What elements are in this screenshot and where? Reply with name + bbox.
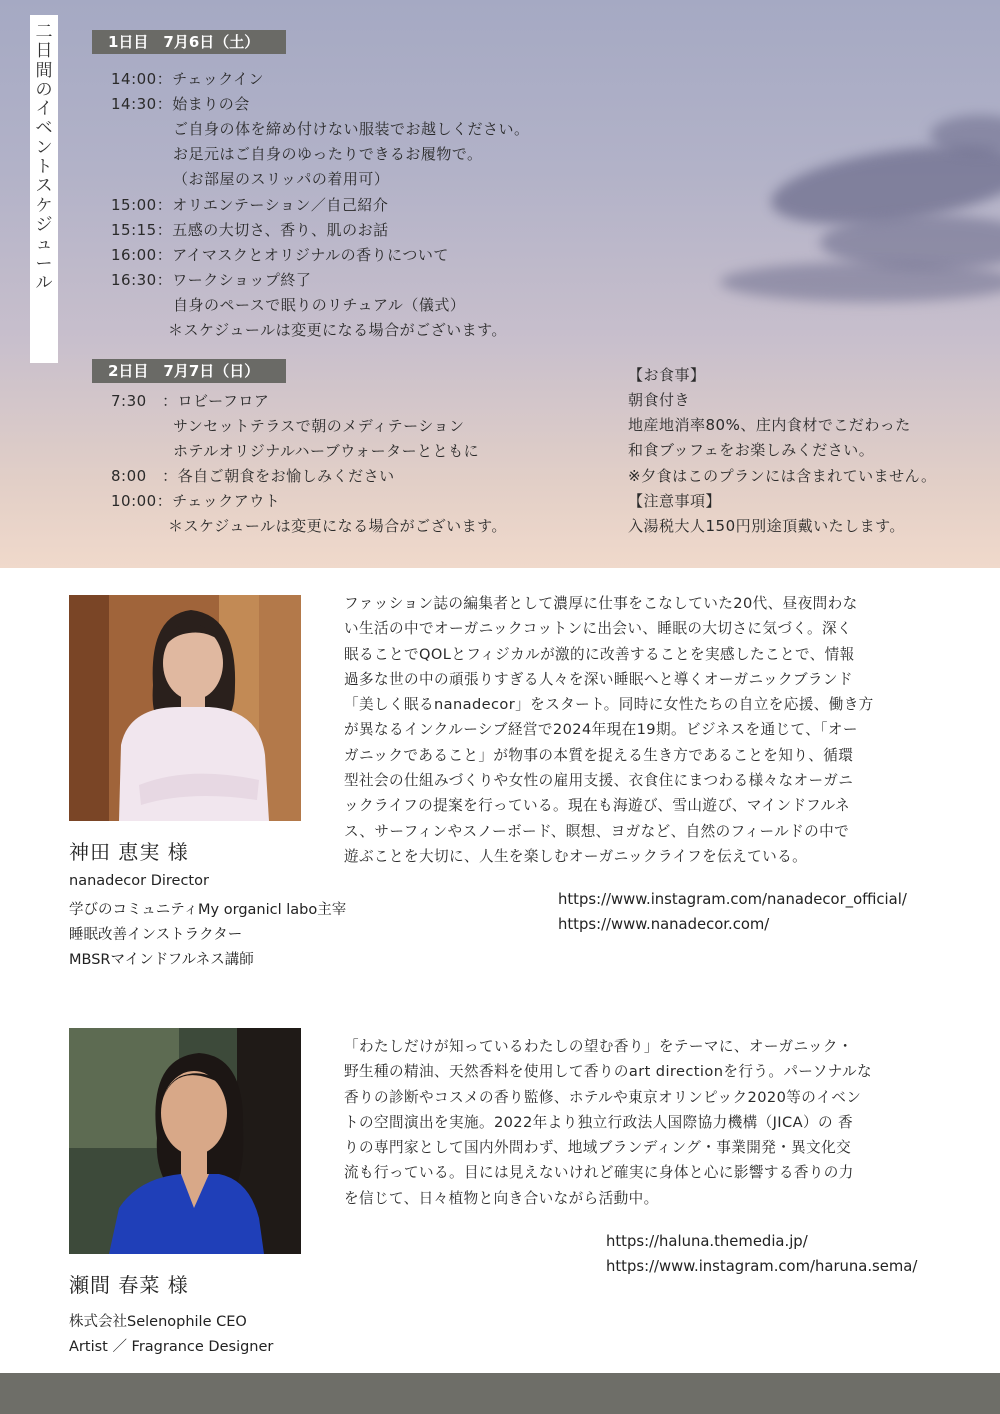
bio-line: 野生種の精油、天然香料を使用して香りのart directionを行う。パーソナルな bbox=[344, 1063, 872, 1081]
schedule-line: 7:30 ：ロビーフロア bbox=[111, 392, 270, 410]
title-char: ス bbox=[35, 176, 53, 197]
title-char: ル bbox=[35, 272, 53, 293]
notes-line: 朝食付き bbox=[628, 391, 691, 409]
notes-line: 和食ブッフェをお楽しみください。 bbox=[628, 441, 875, 459]
person1-photo bbox=[69, 595, 301, 821]
day2-header: 2日目 7月7日（日） bbox=[92, 359, 286, 383]
bio-line: トの空間演出を実施。2022年より独立行政法人国際協力機構（JICA）の 香 bbox=[344, 1113, 853, 1131]
footer-bar bbox=[0, 1373, 1000, 1414]
schedule-line: ホテルオリジナルハーブウォーターとともに bbox=[173, 442, 480, 460]
person2-role: 株式会社Selenophile CEO bbox=[69, 1314, 247, 1330]
person2-bio bbox=[344, 1034, 944, 1211]
person1-role: nanadecor Director bbox=[69, 873, 209, 889]
bio-line: 香りの診断やコスメの香り監修、ホテルや東京オリンピック2020等のイベン bbox=[344, 1088, 862, 1106]
schedule-line: ご自身の体を締め付けない服装でお越しください。 bbox=[173, 120, 530, 138]
title-char: ュ bbox=[35, 234, 53, 255]
person1-role: 学びのコミュニティMy organicl labo主宰 bbox=[69, 902, 347, 918]
notes-line: ※夕食はこのプランには含まれていません。 bbox=[628, 467, 937, 485]
schedule-line: 15:00：オリエンテーション／自己紹介 bbox=[111, 196, 389, 214]
person2-photo bbox=[69, 1028, 301, 1254]
title-char: の bbox=[35, 79, 53, 100]
bio-line: い生活の中でオーガニックコットンに出会い、睡眠の大切さに気づく。深く bbox=[344, 620, 853, 638]
notes-line: 地産地消率80%、庄内食材でこだわった bbox=[628, 416, 911, 434]
schedule-line: 自身のペースで眠りのリチュアル（儀式） bbox=[173, 296, 466, 314]
title-char: イ bbox=[35, 99, 53, 120]
person2-name: 瀬間 春菜 様 bbox=[69, 1273, 189, 1297]
person1-name: 神田 恵実 様 bbox=[69, 840, 189, 864]
schedule-line: 14:00：チェックイン bbox=[111, 70, 265, 88]
schedule-line: 10:00：チェックアウト bbox=[111, 492, 281, 510]
notes-line: 入湯税大人150円別途頂戴いたします。 bbox=[628, 517, 905, 535]
person2-role: Artist ／ Fragrance Designer bbox=[69, 1339, 274, 1355]
bio-line: 流も行っている。目には見えないけれど確実に身体と心に影響する香りの力 bbox=[344, 1164, 854, 1182]
title-char: 二 bbox=[35, 22, 53, 42]
title-char: 間 bbox=[35, 60, 53, 81]
title-char: ト bbox=[35, 157, 53, 178]
bio-line: 型社会の仕組みづくりや女性の雇用支援、衣食住にまつわる様々なオーガニ bbox=[344, 772, 854, 790]
schedule-line: お足元はご自身のゆったりできるお履物で。 bbox=[173, 145, 483, 163]
cloud-shape bbox=[720, 262, 1000, 302]
person2-link[interactable]: https://www.instagram.com/haruna.sema/ bbox=[606, 1258, 918, 1275]
bio-line: ガニックであること」が物事の本質を捉える生き方であることを知り、循環 bbox=[344, 746, 854, 764]
bio-line: ファッション誌の編集者として濃厚に仕事をこなしていた20代、昼夜問わな bbox=[344, 595, 858, 612]
schedule-line: ＊スケジュールは変更になる場合がございます。 bbox=[168, 321, 507, 339]
person1-role: 睡眠改善インストラクター bbox=[69, 927, 243, 943]
title-char: ー bbox=[35, 253, 53, 274]
bio-line: ス、サーフィンやスノーボード、瞑想、ヨガなど、自然のフィールドの中で bbox=[344, 822, 850, 840]
title-char: ン bbox=[35, 137, 53, 158]
schedule-line: 16:30：ワークショップ終了 bbox=[111, 271, 312, 289]
person2-link[interactable]: https://haluna.themedia.jp/ bbox=[606, 1233, 808, 1250]
schedule-line: 15:15：五感の大切さ、香り、肌のお話 bbox=[111, 221, 389, 239]
notes-line: 【お食事】 bbox=[628, 366, 706, 384]
notes-line: 【注意事項】 bbox=[628, 492, 722, 510]
title-char: 日 bbox=[35, 41, 53, 62]
bio-line: 眠ることでQOLとフィジカルが激的に改善することを実感したことで、情報 bbox=[344, 645, 855, 663]
day1-header: 1日目 7月6日（土） bbox=[92, 30, 286, 54]
schedule-line: 8:00 ：各自ご朝食をお愉しみください bbox=[111, 467, 395, 485]
title-char: ケ bbox=[35, 195, 53, 216]
person1-link[interactable]: https://www.instagram.com/nanadecor_official/ bbox=[558, 891, 907, 908]
schedule-line: 16:00：アイマスクとオリジナルの香りについて bbox=[111, 246, 449, 264]
bio-line: が異なるインクルーシブ経営で2024年現在19期。ビジネスを通じて、「オー bbox=[344, 721, 858, 739]
bio-line: 過多な世の中の頑張りすぎる人々を深い睡眠へと導くオーガニックブランド bbox=[344, 670, 853, 688]
person1-bio bbox=[344, 591, 944, 869]
bio-line: を信じて、日々植物と向き合いながら活動中。 bbox=[344, 1189, 659, 1207]
bio-line: 遊ぶことを大切に、人生を楽しむオーガニックライフを伝えている。 bbox=[344, 847, 808, 865]
schedule-line: 14:30：始まりの会 bbox=[111, 95, 250, 113]
schedule-line: ＊スケジュールは変更になる場合がございます。 bbox=[168, 517, 507, 535]
bio-line: 「美しく眠るnanadecor」をスタート。同時に女性たちの自立を応援、働き方 bbox=[344, 696, 874, 714]
bio-line: ックライフの提案を行っている。現在も海遊び、雪山遊び、マインドフルネ bbox=[344, 797, 850, 815]
bio-line: 「わたしだけが知っているわたしの望む香り」をテーマに、オーガニック・ bbox=[344, 1038, 853, 1055]
title-char: ジ bbox=[35, 214, 53, 235]
person1-link[interactable]: https://www.nanadecor.com/ bbox=[558, 916, 770, 933]
title-char: ベ bbox=[35, 118, 53, 139]
schedule-line: サンセットテラスで朝のメディテーション bbox=[173, 417, 465, 435]
bio-line: りの専門家として国内外問わず、地域ブランディング・事業開発・異文化交 bbox=[344, 1139, 852, 1157]
person1-role: MBSRマインドフルネス講師 bbox=[69, 952, 254, 968]
schedule-vertical-title bbox=[30, 15, 58, 363]
schedule-line: （お部屋のスリッパの着用可） bbox=[173, 170, 390, 188]
